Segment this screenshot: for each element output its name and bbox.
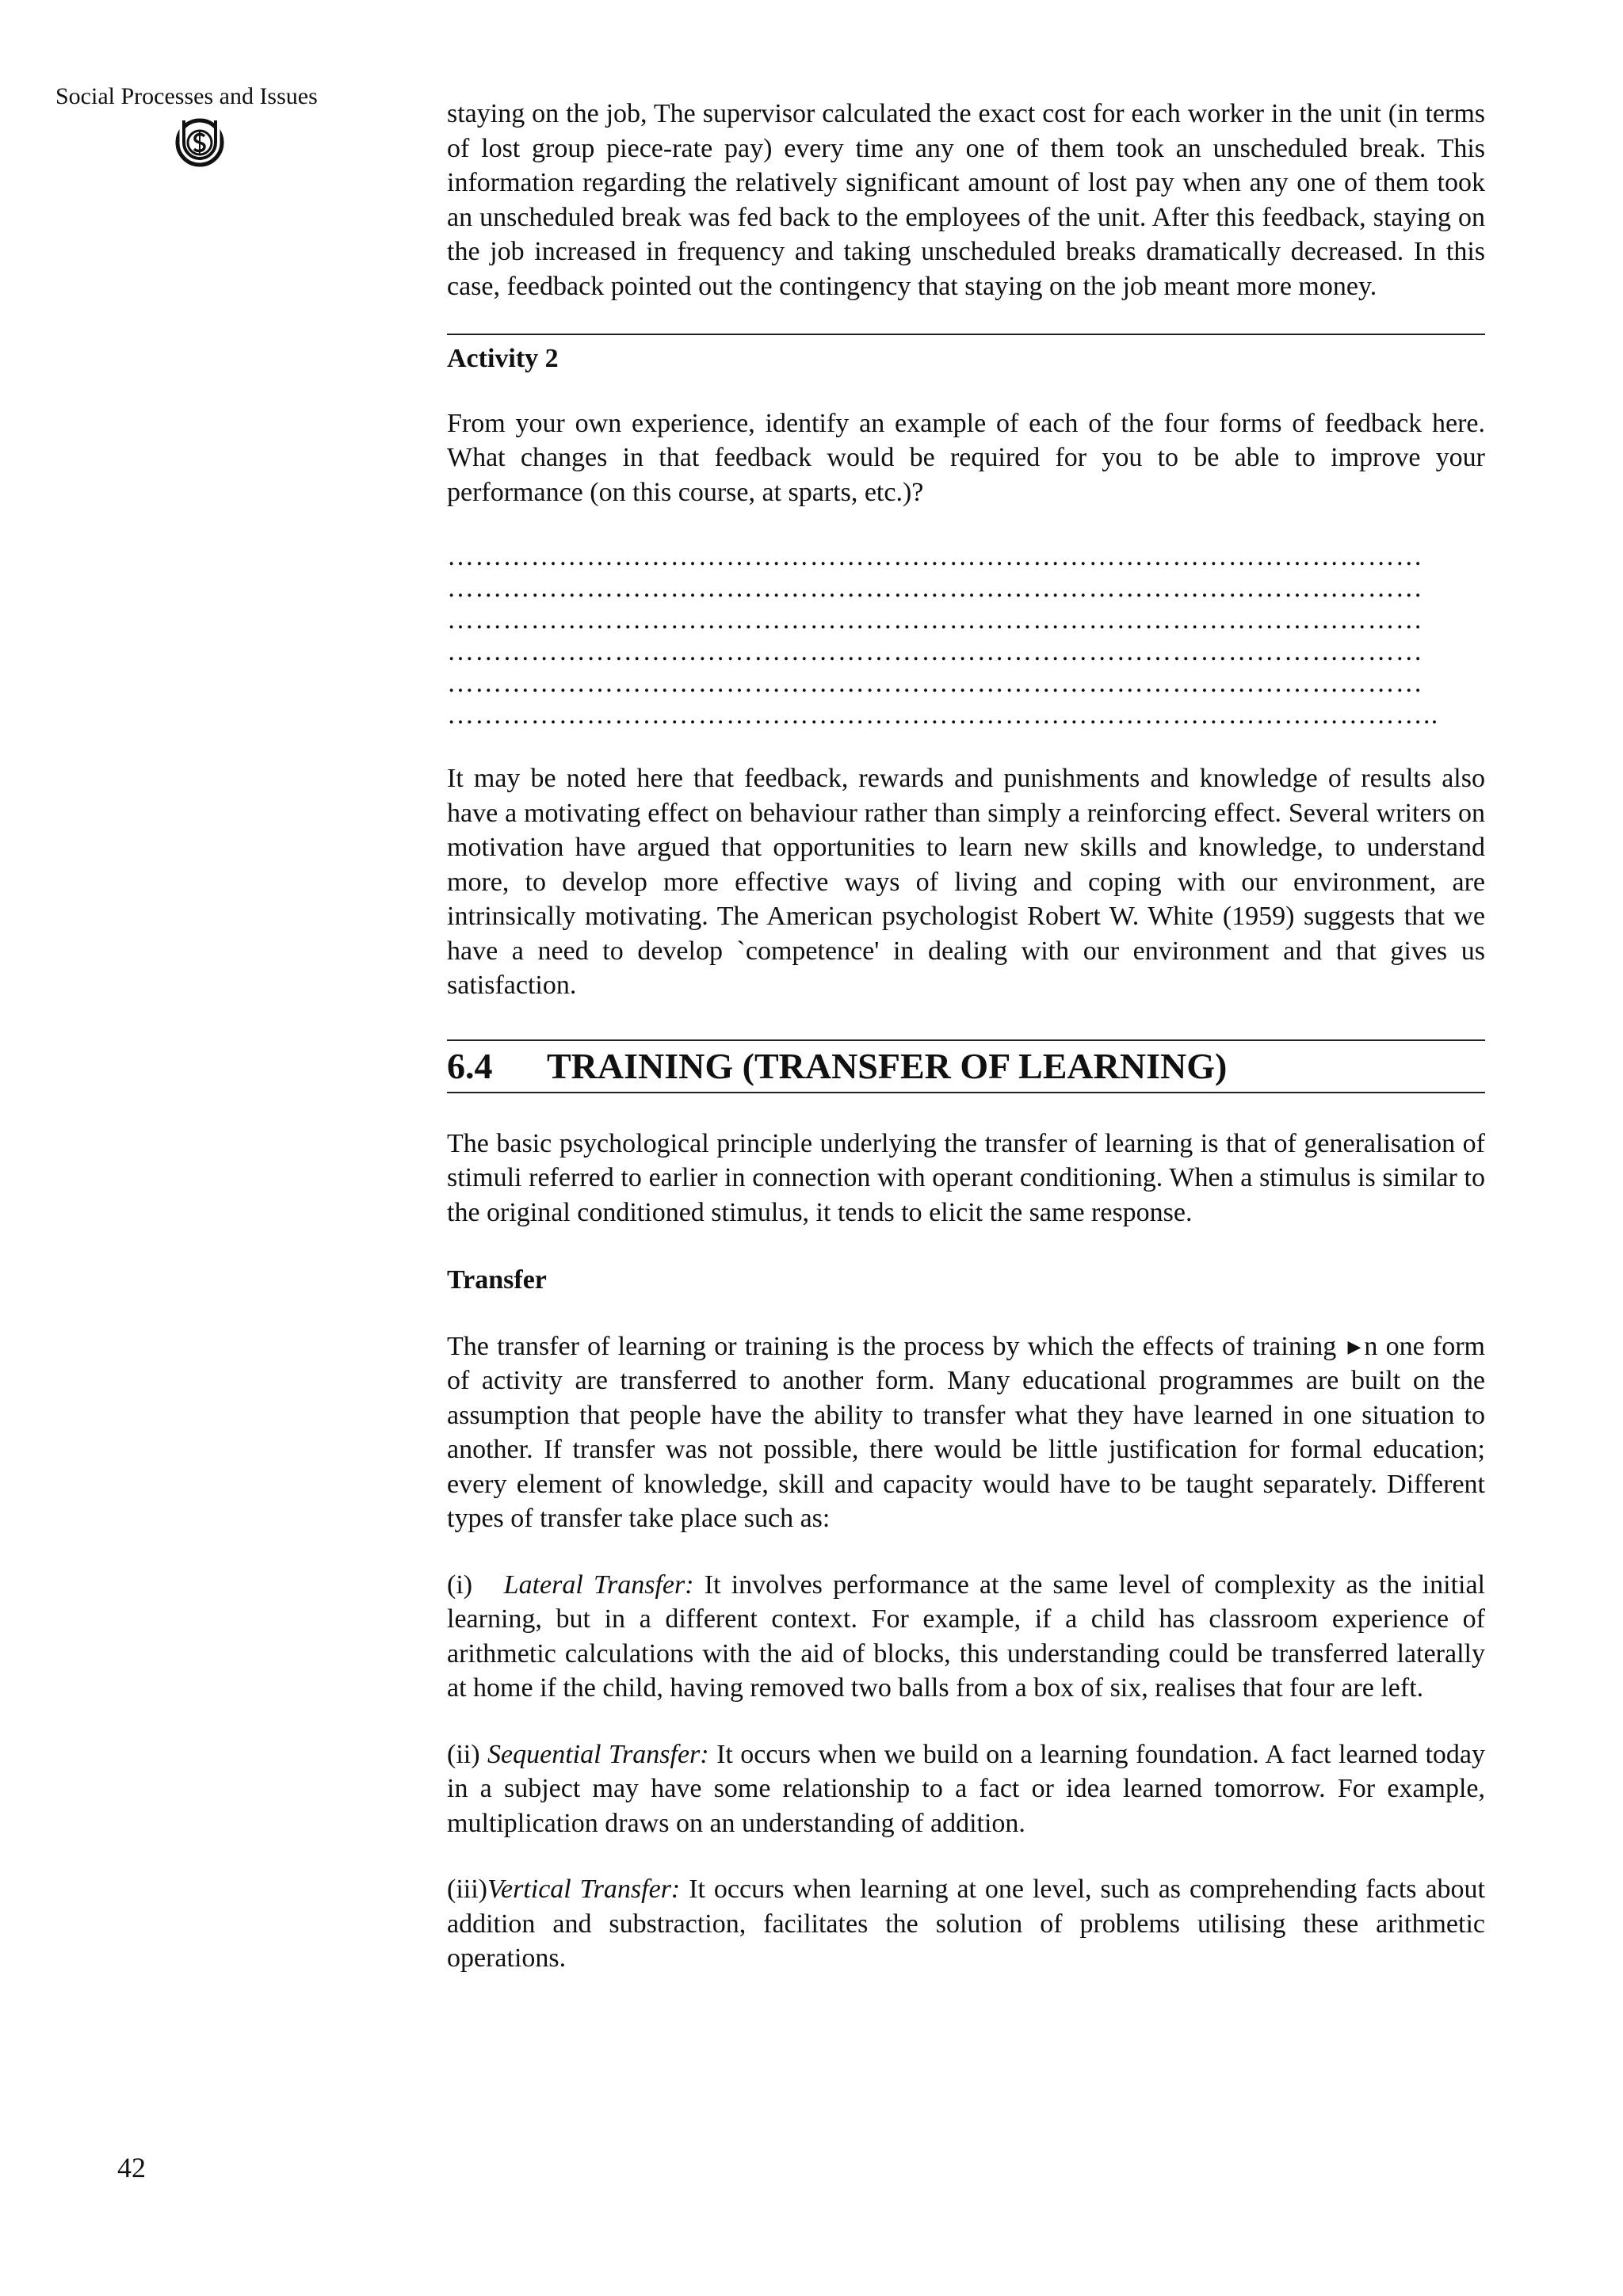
item-term: Vertical Transfer: [487, 1875, 681, 1904]
item-text: It involves performance at the same level of complexity as the initial learning, but in a different context. For example, if a child has classroom experience of arithmetic calculations with the aid of blocks, this understanding could be transferred laterally at home if the child, having removed two balls from a box of six, realises that four are left. [447, 1569, 1486, 1703]
answer-line: …………………………………………………………………………………………… [447, 637, 1423, 666]
activity-prompt: From your own experience, identify an example of each of the four forms of feedback here. What changes in that feedback would be required for you to be able to improve your performance (on this course, at sparts, etc.)? [447, 408, 1485, 507]
answer-line: …………………………………………………………………………………………….. [447, 700, 1439, 730]
item-term: Sequential Transfer: [487, 1739, 709, 1769]
section-title [447, 1041, 1485, 1092]
ignou-emblem-icon [171, 113, 228, 170]
answer-line: …………………………………………………………………………………………… [447, 574, 1423, 603]
section-intro-paragraph: The basic psychological principle underlying the transfer of learning is that of generalisation of stimuli referred to earlier in connection with operant conditioning. When a stimulus is similar to the original conditioned stimulus, it tends to elicit the same response. [447, 1128, 1485, 1227]
activity-box [447, 334, 1485, 731]
answer-line: …………………………………………………………………………………………… [447, 669, 1423, 698]
item-marker: (ii) [447, 1739, 480, 1769]
transfer-paragraph-start: The transfer of learning or training is the process by which the effects of training [447, 1331, 1337, 1361]
section-bottom-rule [447, 1092, 1485, 1093]
answer-lines [447, 541, 1485, 731]
main-content [447, 97, 1485, 1976]
running-head: Social Processes and Issues [55, 83, 318, 109]
lateral-transfer-paragraph [447, 1568, 1485, 1706]
sequential-transfer-paragraph [447, 1737, 1485, 1841]
transfer-paragraph-end: n one form of activity are transferred to another form. Many educational programmes are built on the assumption that people have the ability to transfer what they have learned in one situation to another. If transfer was not possible, there would be little justification for formal education; every element of knowledge, skill and capacity would have to be taught separately. Different types of transfer take place such as: [447, 1331, 1486, 1533]
section-number: 6.4 [447, 1045, 493, 1086]
item-text: It occurs when we build on a learning foundation. A fact learned today in a subject may have some relationship to a fact or idea learned tomorrow. For example, multiplication draws on an understanding of addition. [447, 1739, 1485, 1838]
transfer-heading: Transfer [447, 1265, 547, 1295]
activity-heading: Activity 2 [447, 344, 559, 373]
note-paragraph: It may be noted here that feedback, rewards and punishments and knowledge of results also have a motivating effect on behaviour rather than simply a reinforcing effect. Several writers on motivation have argued that opportunities to learn new skills and knowledge, to understand more, to develop more effective ways of living and coping with our environment, are intrinsically motivating. The American psychologist Robert W. White (1959) suggests that we have a need to develop `competence' in dealing with our environment and that gives us satisfaction. [447, 764, 1485, 1000]
section-title-text: TRAINING (TRANSFER OF LEARNING) [547, 1045, 1228, 1086]
vertical-transfer-paragraph [447, 1872, 1485, 1976]
intro-paragraph: staying on the job, The supervisor calculated the exact cost for each worker in the unit (in terms of lost group piece-rate pay) every time any one of them took an unscheduled break. This information regarding the relatively significant amount of lost pay when any one of them took an unscheduled break was fed back to the employees of the unit. After this feedback, staying on the job increased in frequency and taking unscheduled breaks dramatically decreased. In this case, feedback pointed out the contingency that staying on the job meant more money. [447, 99, 1485, 301]
transfer-paragraph [447, 1329, 1485, 1536]
activity-top-rule [447, 334, 1485, 335]
item-marker: (i) [447, 1569, 473, 1600]
item-term: Lateral Transfer: [503, 1569, 694, 1600]
triangle-glyph-icon: ▶ [1347, 1336, 1361, 1356]
item-marker: (iii) [447, 1875, 487, 1904]
answer-line: …………………………………………………………………………………………… [447, 605, 1423, 635]
answer-line: …………………………………………………………………………………………… [447, 542, 1423, 571]
item-text: It occurs when learning at one level, such as comprehending facts about addition and substraction, facilitates the solution of problems utilising these arithmetic operations. [447, 1875, 1486, 1973]
page-number: 42 [117, 2152, 146, 2183]
section-heading [447, 1039, 1485, 1093]
